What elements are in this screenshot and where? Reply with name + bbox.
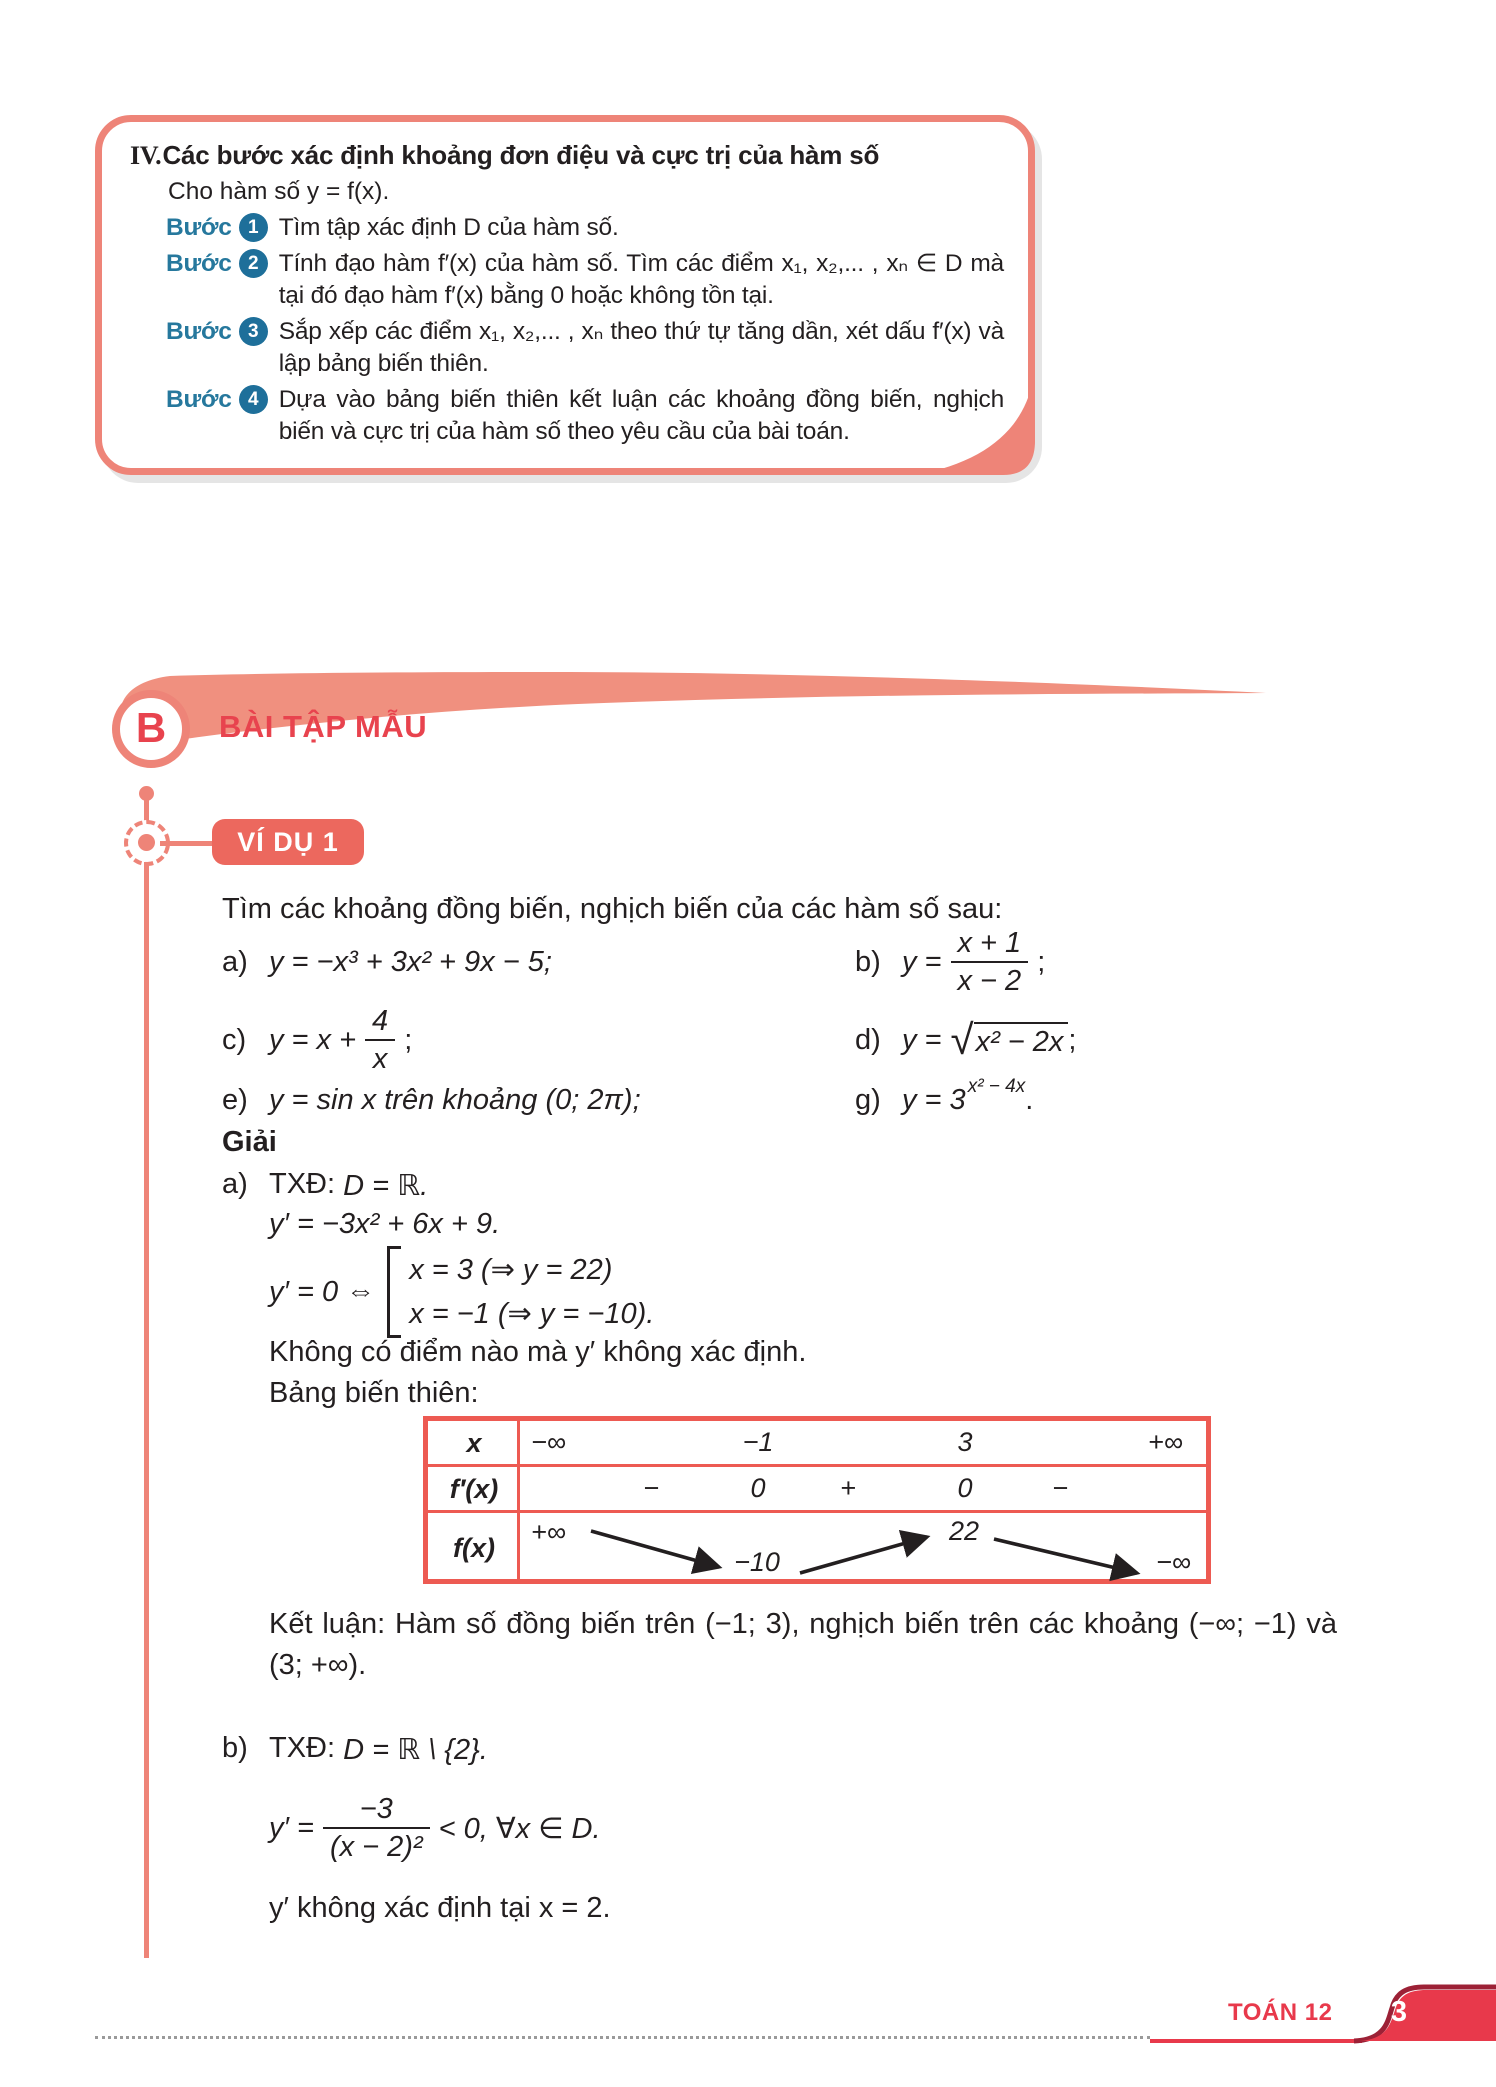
solution-a-cases-lines	[409, 1250, 654, 1334]
problem-c-suffix: ;	[404, 1023, 413, 1056]
problem-g-exponent: x² − 4x	[967, 1076, 1026, 1097]
f-value-start: +∞	[531, 1517, 567, 1547]
problem-b	[855, 925, 1417, 999]
problem-b-fraction	[951, 925, 1029, 999]
footer-book-title: TOÁN 12	[1228, 1999, 1333, 2026]
f-value-end: −∞	[1156, 1547, 1192, 1577]
solution-a-domain-prefix: TXĐ:	[269, 1168, 336, 1200]
fprime-zero-2: 0	[957, 1473, 973, 1503]
solution-a-derivative: y′ = −3x² + 6x + 9.	[269, 1208, 501, 1240]
fprime-sign-2: +	[840, 1473, 856, 1503]
fprime-sign-3: −	[1052, 1473, 1068, 1503]
step-3-text: Sắp xếp các điểm x₁, x₂,... , xₙ theo thứ tự tăng dần, xét dấu f′(x) và lập bảng biến thiên.	[278, 318, 1004, 377]
section-b-letter-badge	[112, 690, 190, 768]
step-1-text: Tìm tập xác định D của hàm số.	[278, 214, 619, 241]
problem-d	[855, 1016, 1417, 1063]
solution-b-label: b)	[222, 1732, 248, 1764]
solution-b-fraction	[323, 1791, 430, 1865]
footer-page-number: 3	[1390, 1996, 1408, 2028]
solution-b-domain	[222, 1732, 488, 1767]
problem-c-denominator: x	[365, 1039, 395, 1077]
problem-a-formula: y = −x³ + 3x² + 9x − 5;	[269, 945, 552, 978]
section-iv-title	[130, 138, 1004, 173]
solution-a-label: a)	[222, 1168, 248, 1200]
problem-row-3	[222, 1072, 1417, 1128]
x-value-neg-1: −1	[742, 1427, 774, 1457]
example-1-badge: VÍ DỤ 1	[212, 819, 364, 865]
footer-dotted-line	[95, 2036, 1150, 2039]
section-b-title: BÀI TẬP MẪU	[219, 709, 428, 744]
variation-table-fprime-row	[428, 1467, 1206, 1513]
step-2	[166, 248, 1004, 312]
solution-a-domain-math: D = ℝ.	[343, 1170, 429, 1202]
section-b-letter: B	[135, 704, 167, 751]
solution-b-domain-prefix: TXĐ:	[269, 1732, 336, 1764]
solution-b-note: y′ không xác định tại x = 2.	[269, 1892, 611, 1924]
step-3-number-badge: 3	[239, 317, 268, 346]
step-2-number-badge: 2	[239, 249, 268, 278]
problem-b-numerator: x + 1	[957, 927, 1022, 959]
problem-e-formula: y = sin x trên khoảng (0; 2π);	[269, 1083, 641, 1116]
connector-horizontal-line	[160, 841, 212, 846]
solution-a-cases-lhs: y′ = 0 ⇔	[269, 1275, 376, 1308]
step-4	[166, 384, 1004, 448]
variation-arrows	[523, 1515, 1213, 1585]
solution-a-note: Không có điểm nào mà y′ không xác định.	[269, 1336, 807, 1368]
f-value-max: 22	[948, 1516, 980, 1546]
intro-line: Cho hàm số y = f(x).	[168, 178, 390, 205]
problem-d-radicand: x² − 2x	[974, 1022, 1069, 1059]
problem-c-prefix: y = x +	[269, 1023, 357, 1056]
step-1-label: Bước	[166, 214, 232, 241]
problem-g-suffix: .	[1025, 1083, 1034, 1116]
step-2-label: Bước	[166, 250, 232, 277]
problem-b-label: b)	[855, 945, 881, 978]
table-header-fprime: f′(x)	[449, 1474, 499, 1504]
problem-e	[222, 1084, 855, 1117]
problem-row-1	[222, 918, 1417, 1006]
table-header-x: x	[466, 1428, 482, 1458]
fprime-zero-1: 0	[750, 1473, 766, 1503]
step-4-number-badge: 4	[239, 385, 268, 414]
x-value-3: 3	[957, 1427, 973, 1457]
step-3-label: Bước	[166, 318, 232, 345]
method-steps-box	[95, 115, 1035, 475]
step-4-label: Bước	[166, 386, 232, 413]
step-1	[166, 212, 1004, 244]
problem-c-label: c)	[222, 1023, 247, 1056]
solution-b-derivative-prefix: y′ =	[269, 1811, 314, 1844]
problem-b-suffix: ;	[1037, 945, 1046, 978]
problem-b-denominator: x − 2	[951, 961, 1029, 999]
problem-c	[222, 1003, 855, 1077]
solution-b-numerator: −3	[359, 1793, 393, 1825]
section-iv-title-text: Các bước xác định khoảng đơn điệu và cực trị của hàm số	[162, 140, 880, 170]
f-value-min: −10	[734, 1547, 780, 1577]
step-2-text: Tính đạo hàm f′(x) của hàm số. Tìm các điểm x₁, x₂,... , xₙ ∈ D mà tại đó đạo hàm f′(x) bằng 0 hoặc không tồn tại.	[278, 250, 1004, 309]
step-1-number-badge: 1	[239, 213, 268, 242]
problem-g	[855, 1076, 1417, 1117]
solution-b-derivative	[269, 1780, 601, 1876]
x-value-pos-inf: +∞	[1148, 1427, 1184, 1457]
problem-a	[222, 946, 855, 979]
problem-c-numerator: 4	[372, 1005, 389, 1037]
problem-d-radical-sign: √	[950, 1016, 974, 1063]
solution-b-denominator: (x − 2)²	[323, 1827, 430, 1865]
section-iv-numeral: IV.	[130, 141, 162, 170]
variation-table-label: Bảng biến thiên:	[269, 1377, 479, 1409]
connector-ring-center-dot	[138, 834, 155, 851]
solution-b-derivative-suffix: < 0, ∀x ∈ D.	[438, 1812, 601, 1845]
problem-d-prefix: y =	[902, 1023, 942, 1056]
problem-a-label: a)	[222, 945, 248, 978]
variation-table	[423, 1416, 1211, 1584]
solution-a-conclusion: Kết luận: Hàm số đồng biến trên (−1; 3), nghịch biến trên các khoảng (−∞; −1) và (3; +∞).	[269, 1608, 1337, 1681]
step-3	[166, 316, 1004, 380]
problem-g-label: g)	[855, 1083, 881, 1116]
solution-b-domain-math: D = ℝ \ {2}.	[343, 1734, 488, 1766]
problem-e-label: e)	[222, 1083, 248, 1116]
solution-heading: Giải	[222, 1126, 277, 1158]
cases-bracket-icon	[387, 1246, 401, 1338]
problem-g-prefix: y = 3	[902, 1083, 966, 1116]
solution-a-domain	[222, 1168, 428, 1203]
problem-d-label: d)	[855, 1023, 881, 1056]
table-header-f: f(x)	[453, 1533, 495, 1563]
step-4-text: Dựa vào bảng biến thiên kết luận các khoảng đồng biến, nghịch biến và cực trị của hàm số theo yêu cầu của bài toán.	[278, 386, 1004, 445]
solution-a-case-2: x = −1 (⇒ y = −10).	[409, 1298, 655, 1330]
solution-a-case-1: x = 3 (⇒ y = 22)	[409, 1254, 613, 1286]
solution-a-cases	[269, 1246, 654, 1338]
problem-b-prefix: y =	[902, 945, 942, 978]
x-value-neg-inf: −∞	[531, 1427, 567, 1457]
box-corner-decoration	[915, 363, 1035, 475]
example-prompt: Tìm các khoảng đồng biến, nghịch biến của các hàm số sau:	[222, 893, 1003, 925]
problem-c-fraction	[365, 1003, 395, 1077]
problem-d-suffix: ;	[1068, 1023, 1077, 1056]
example-margin-line	[144, 862, 149, 1958]
fprime-sign-1: −	[643, 1473, 659, 1503]
problem-row-2	[222, 998, 1417, 1082]
